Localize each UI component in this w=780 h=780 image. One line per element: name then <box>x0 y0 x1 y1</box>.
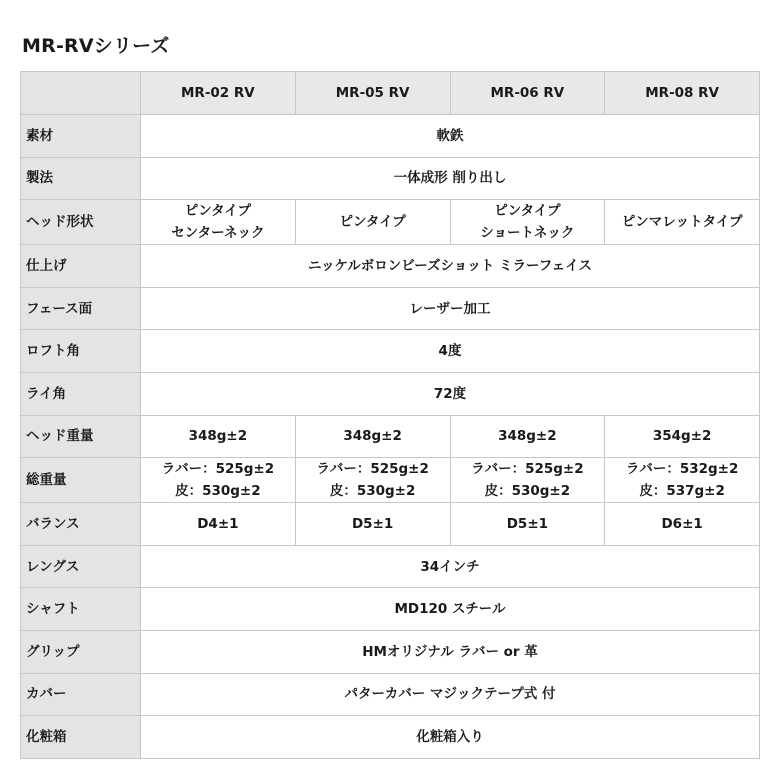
row-label-box: 化粧箱 <box>21 716 141 759</box>
table-header-row <box>21 72 760 115</box>
total-weight-mr-05-rubber: ラバー：525g±2 <box>316 461 429 478</box>
head-shape-mr-08 <box>605 200 760 245</box>
table-row <box>21 458 760 503</box>
row-label-cover: カバー <box>21 673 141 716</box>
row-label-face: フェース面 <box>21 287 141 330</box>
spec-table <box>20 71 760 759</box>
finish-value: ニッケルボロンビーズショット ミラーフェイス <box>141 245 760 288</box>
balance-mr-02: D4±1 <box>141 503 296 546</box>
total-weight-mr-06-rubber: ラバー：525g±2 <box>471 461 584 478</box>
table-row <box>21 372 760 415</box>
model-header-mr-05: MR-05 RV <box>295 72 450 115</box>
total-weight-mr-08 <box>605 458 760 503</box>
row-label-length: レングス <box>21 545 141 588</box>
face-value: レーザー加工 <box>141 287 760 330</box>
row-label-shaft: シャフト <box>21 588 141 631</box>
head-shape-mr-05 <box>295 200 450 245</box>
head-shape-mr-06 <box>450 200 605 245</box>
lie-value: 72度 <box>141 372 760 415</box>
table-row <box>21 115 760 158</box>
head-weight-mr-08: 354g±2 <box>605 415 760 458</box>
grip-value: HMオリジナル ラバー or 革 <box>141 630 760 673</box>
table-row <box>21 716 760 759</box>
head-weight-mr-02: 348g±2 <box>141 415 296 458</box>
head-weight-mr-06: 348g±2 <box>450 415 605 458</box>
row-label-head-shape: ヘッド形状 <box>21 200 141 245</box>
table-row <box>21 545 760 588</box>
total-weight-mr-06 <box>450 458 605 503</box>
model-header-mr-08: MR-08 RV <box>605 72 760 115</box>
total-weight-mr-02 <box>141 458 296 503</box>
row-label-method: 製法 <box>21 157 141 200</box>
table-row <box>21 503 760 546</box>
total-weight-mr-02-leather: 皮：530g±2 <box>175 483 261 500</box>
method-value: 一体成形 削り出し <box>141 157 760 200</box>
row-label-lie: ライ角 <box>21 372 141 415</box>
row-label-finish: 仕上げ <box>21 245 141 288</box>
head-shape-mr-02-line-1: ピンタイプ <box>184 203 252 220</box>
row-label-total-weight: 総重量 <box>21 458 141 503</box>
head-shape-mr-05-line-1: ピンタイプ <box>339 214 406 231</box>
table-row <box>21 245 760 288</box>
total-weight-mr-06-leather: 皮：530g±2 <box>484 483 571 500</box>
table-row <box>21 330 760 373</box>
balance-mr-08: D6±1 <box>605 503 760 546</box>
table-row <box>21 673 760 716</box>
balance-mr-06: D5±1 <box>450 503 605 546</box>
head-shape-mr-06-line-1: ピンタイプ <box>494 203 561 220</box>
material-value: 軟鉄 <box>141 115 760 158</box>
balance-mr-05: D5±1 <box>295 503 450 546</box>
shaft-value: MD120 スチール <box>141 588 760 631</box>
total-weight-mr-08-leather: 皮：537g±2 <box>639 483 725 500</box>
table-row <box>21 287 760 330</box>
row-label-loft: ロフト角 <box>21 330 141 373</box>
row-label-balance: バランス <box>21 503 141 546</box>
head-shape-mr-02-line-2: センターネック <box>171 225 265 242</box>
table-row <box>21 415 760 458</box>
cover-value: パターカバー マジックテープ式 付 <box>141 673 760 716</box>
model-header-mr-06: MR-06 RV <box>450 72 605 115</box>
row-label-grip: グリップ <box>21 630 141 673</box>
length-value: 34インチ <box>141 545 760 588</box>
table-row <box>21 200 760 245</box>
header-corner-cell <box>21 72 141 115</box>
box-value: 化粧箱入り <box>141 716 760 759</box>
head-shape-mr-02 <box>141 200 296 245</box>
total-weight-mr-08-rubber: ラバー：532g±2 <box>625 461 739 478</box>
table-row <box>21 157 760 200</box>
loft-value: 4度 <box>141 330 760 373</box>
total-weight-mr-05 <box>295 458 450 503</box>
head-shape-mr-08-line-1: ピンマレットタイプ <box>621 214 743 231</box>
row-label-head-weight: ヘッド重量 <box>21 415 141 458</box>
row-label-material: 素材 <box>21 115 141 158</box>
total-weight-mr-02-rubber: ラバー：525g±2 <box>161 461 275 478</box>
page-title: MR-RVシリーズ <box>22 35 170 57</box>
table-row <box>21 630 760 673</box>
head-weight-mr-05: 348g±2 <box>295 415 450 458</box>
head-shape-mr-06-line-2: ショートネック <box>480 225 575 242</box>
table-row <box>21 588 760 631</box>
total-weight-mr-05-leather: 皮：530g±2 <box>329 483 416 500</box>
model-header-mr-02: MR-02 RV <box>141 72 296 115</box>
